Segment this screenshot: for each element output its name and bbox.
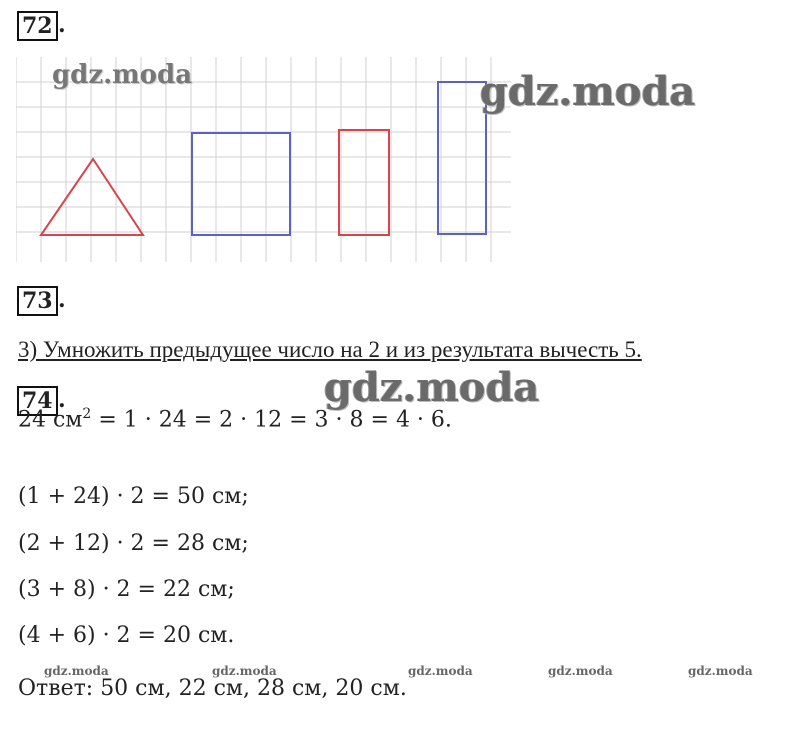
- task-74-line-1: [18, 406, 452, 432]
- watermark-center: gdz.moda: [324, 364, 540, 411]
- watermark-grid-right: gdz.moda: [480, 68, 696, 115]
- watermark-grid-left: gdz.moda: [52, 60, 193, 90]
- area-value: 24 см: [18, 407, 83, 433]
- task-74-line-4: (3 + 8) · 2 = 22 см;: [18, 577, 235, 602]
- area-exponent: 2: [82, 406, 92, 422]
- task-73-number: 73: [17, 286, 58, 316]
- watermark-small-2: gdz.moda: [212, 664, 277, 678]
- watermark-small-3: gdz.moda: [408, 664, 473, 678]
- task-73-dot: .: [58, 287, 66, 313]
- task-74-answer: Ответ: 50 см, 22 см, 28 см, 20 см.: [18, 676, 407, 701]
- task-73-text: 3) Умножить предыдущее число на 2 и из результата вычесть 5.: [18, 337, 642, 362]
- task-74-line-2: (1 + 24) · 2 = 50 см;: [18, 484, 249, 509]
- task-74-line-3: (2 + 12) · 2 = 28 см;: [18, 531, 249, 556]
- task-74-number: 74: [17, 386, 58, 416]
- red-triangle: [41, 159, 143, 235]
- watermark-small-1: gdz.moda: [44, 664, 109, 678]
- watermark-small-5: gdz.moda: [688, 664, 753, 678]
- task-72-dot: .: [58, 12, 66, 38]
- factor-pairs: = 1 · 24 = 2 · 12 = 3 · 8 = 4 · 6.: [91, 407, 452, 433]
- task-74-line-5: (4 + 6) · 2 = 20 см.: [18, 623, 235, 648]
- watermark-small-4: gdz.moda: [548, 664, 613, 678]
- task-74-dot: .: [58, 387, 66, 413]
- task-72-number: 72: [17, 11, 58, 41]
- blue-tall-rectangle: [438, 82, 486, 234]
